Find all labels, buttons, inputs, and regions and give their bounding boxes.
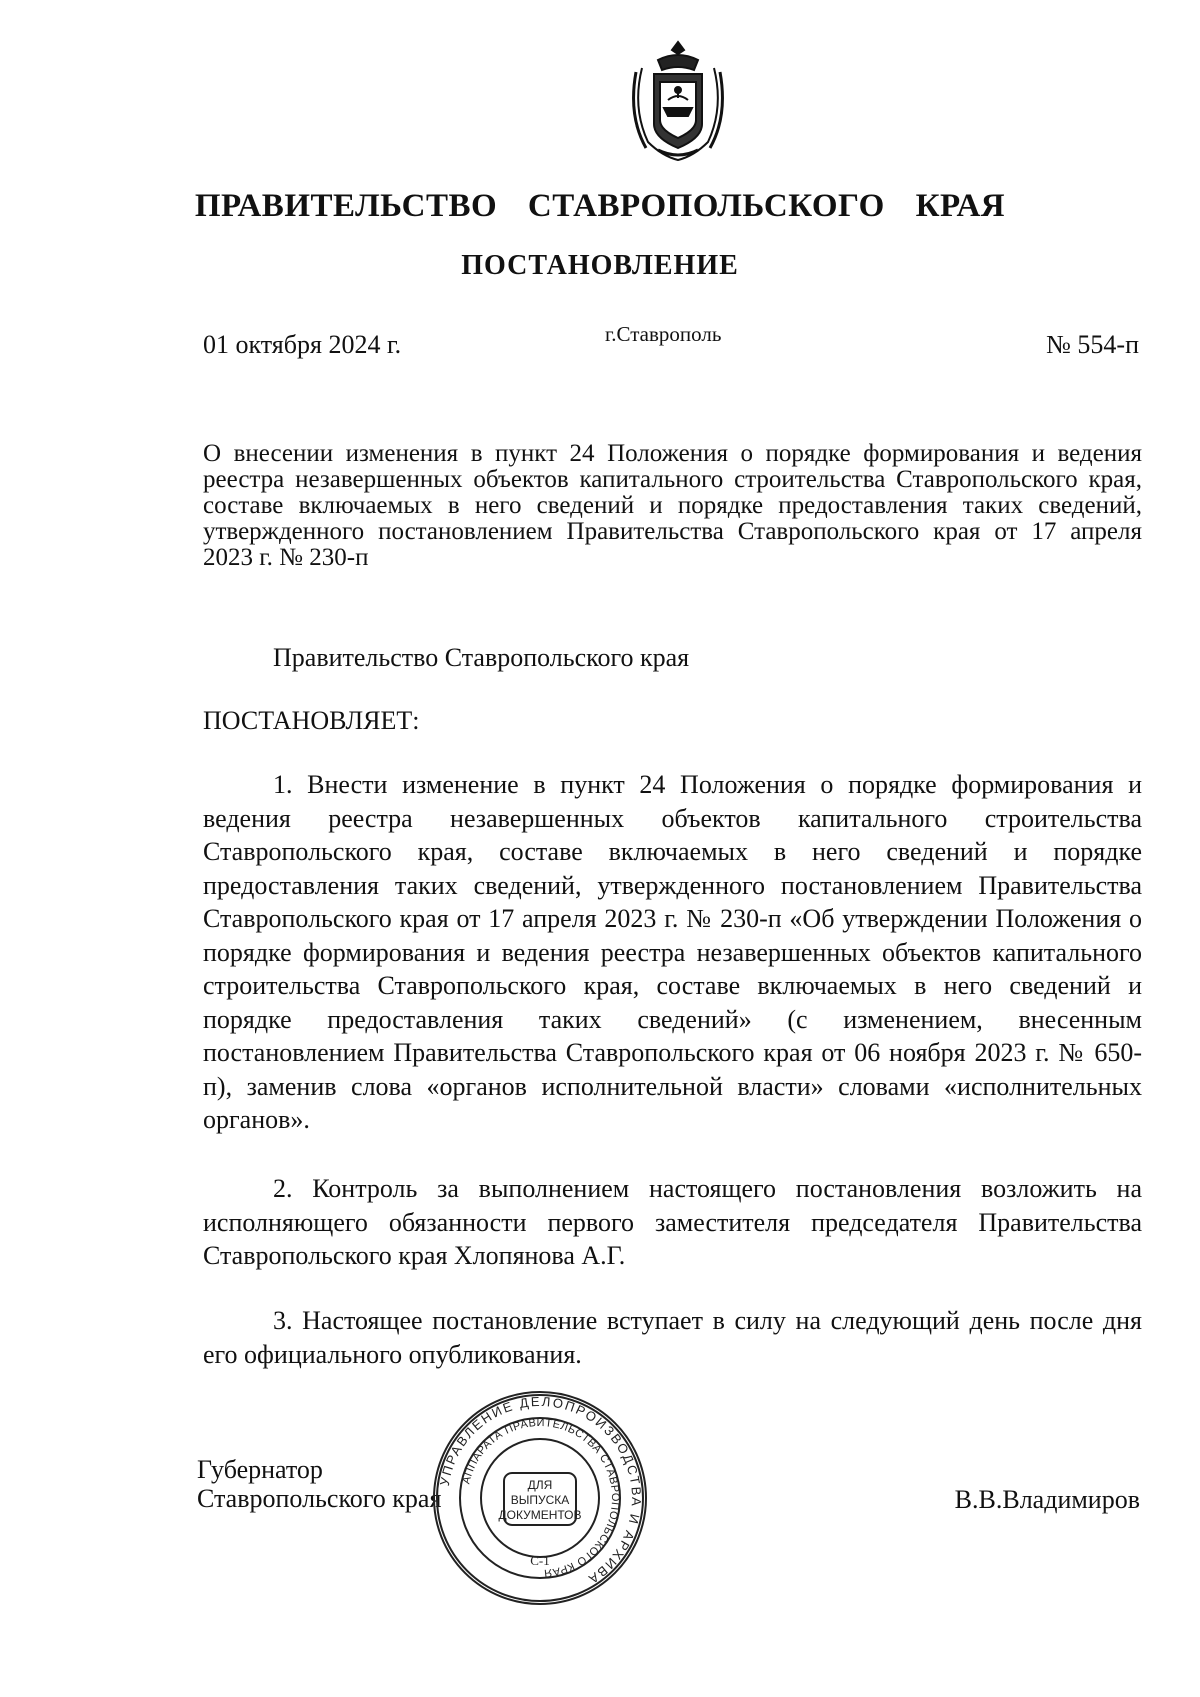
stamp-center-line3: ДОКУМЕНТОВ <box>498 1508 582 1522</box>
signer-name: В.В.Владимиров <box>954 1485 1140 1514</box>
signer-position-line1: Губернатор <box>197 1455 323 1484</box>
stamp-outer-ring: УПРАВЛЕНИЕ ДЕЛОПРОИЗВОДСТВА И АРХИВА <box>436 1393 645 1588</box>
stamp-code: С-1 <box>530 1553 550 1568</box>
paragraph-item-2: 2. Контроль за выполнением настоящего постановления возложить на исполняющего обязанности первого заместителя председателя Правительства Ставропольского края Хлопянова А.Г. <box>203 1174 1142 1270</box>
intro-line: Правительство Ставропольского края <box>273 643 690 672</box>
paragraph-item-3: 3. Настоящее постановление вступает в силу на следующий день после дня его официального опубликования. <box>203 1306 1142 1369</box>
document-subject: О внесении изменения в пункт 24 Положения о порядке формирования и ведения реестра незавершенных объектов капитального строительства Ставропольского края, составе включаемых в него сведений и порядке предоставления таких сведений, утвержденного постановлением Правительства Ставропольского края от 17 апреля 2023 г. № 230-п <box>203 440 1142 571</box>
paragraph-item-1: 1. Внести изменение в пункт 24 Положения о порядке формирования и ведения реестра незавершенных объектов капитального строительства Ставропольского края, составе включаемых в него сведений и порядке предоставления таких сведений, утвержденного постановлением Правительства Ставропольского края от 17 апреля 2023 г. № 230-п «Об утверждении Положения о порядке формирования и ведения реестра незавершенных объектов капитального строительства Ставропольского края, составе включаемых в него сведений и порядке предоставления таких сведений» (с изменением, внесенным постановлением Правительства Ставропольского края от 06 ноября 2023 г. № 650-п), заменив слова «органов исполнительной власти» словами «исполнительных органов». <box>203 770 1142 1134</box>
signature-block <box>197 1455 441 1513</box>
resolves-heading: ПОСТАНОВЛЯЕТ: <box>203 706 420 735</box>
signer-position-line2: Ставропольского края <box>197 1484 442 1513</box>
stamp-center-line2: ВЫПУСКА <box>510 1493 570 1507</box>
document-number: № 554-п <box>1046 330 1139 359</box>
coat-of-arms-icon <box>628 38 728 162</box>
government-title: ПРАВИТЕЛЬСТВО СТАВРОПОЛЬСКОГО КРАЯ <box>194 188 1006 224</box>
document-city: г.Ставрополь <box>605 322 722 346</box>
stamp-inner-ring: АППАРАТА ПРАВИТЕЛЬСТВА СТАВРОПОЛЬСКОГО КРАЯ <box>460 1416 622 1579</box>
document-date: 01 октября 2024 г. <box>203 330 402 359</box>
document-type: ПОСТАНОВЛЕНИЕ <box>461 250 739 281</box>
official-stamp <box>430 1388 650 1608</box>
stamp-center-line1: ДЛЯ <box>527 1478 553 1492</box>
